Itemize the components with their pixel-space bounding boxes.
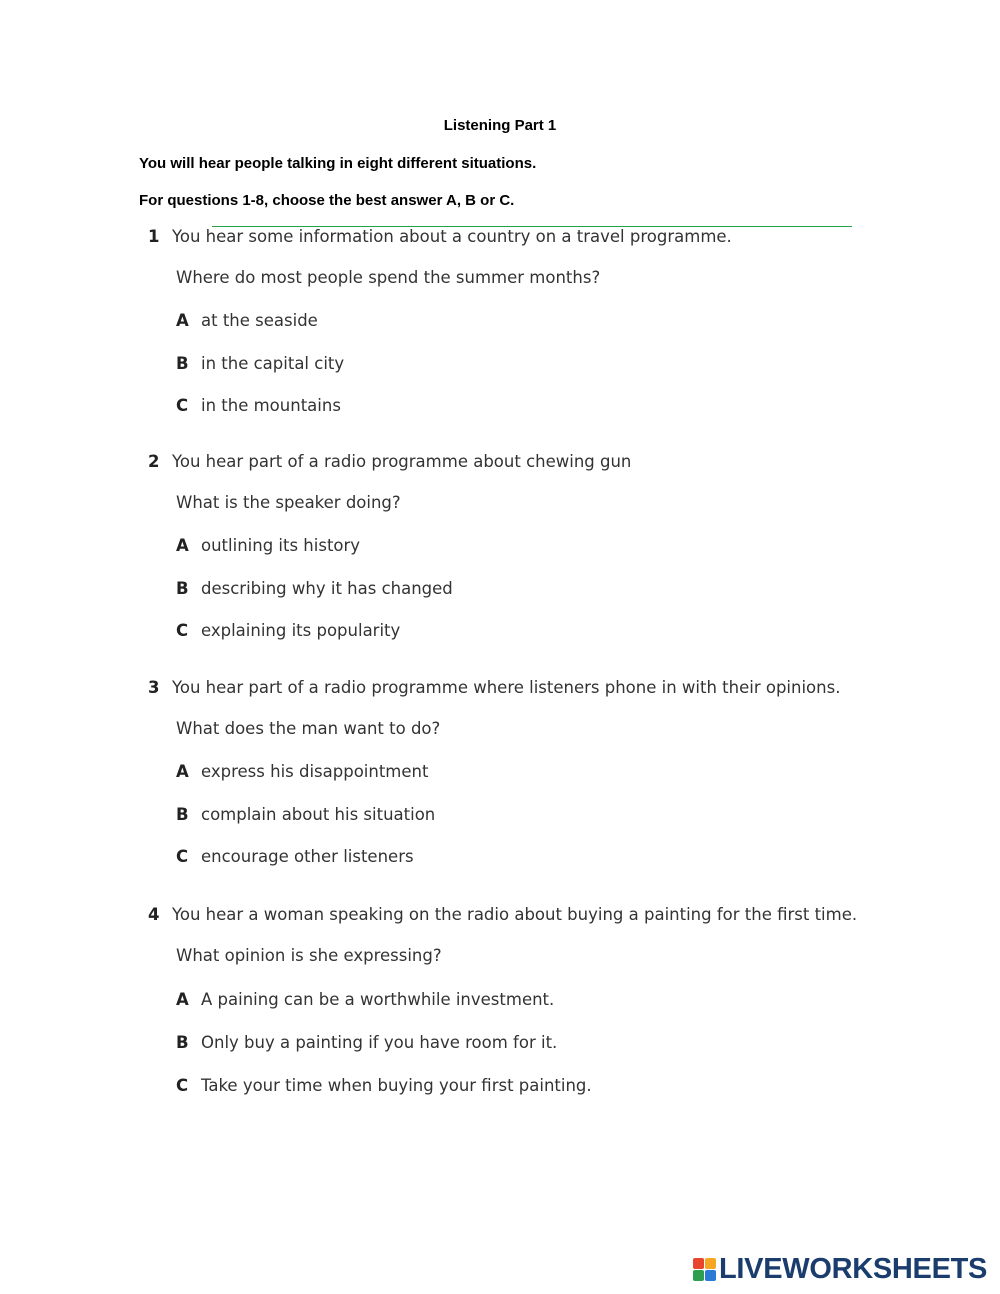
option-text: in the mountains (201, 396, 341, 415)
option-text: Only buy a painting if you have room for it. (201, 1033, 558, 1052)
logo-mark-cell (705, 1258, 716, 1269)
instruction-line-2: For questions 1-8, choose the best answer A, B or C. (139, 192, 515, 209)
logo-mark-cell (693, 1258, 704, 1269)
question-number: 2 (148, 452, 160, 471)
question-number: 3 (148, 678, 160, 697)
option-text: A paining can be a worthwhile investment. (201, 990, 555, 1009)
option-letter: A (176, 536, 189, 555)
option-text: explaining its popularity (201, 621, 401, 640)
option-a[interactable] (176, 990, 554, 1009)
question-stem (148, 678, 840, 697)
option-text: at the seaside (201, 311, 318, 330)
logo-text: LIVEWORKSHEETS (719, 1252, 988, 1285)
option-letter: C (176, 621, 189, 640)
option-letter: C (176, 1076, 189, 1095)
logo-mark-cell (693, 1270, 704, 1281)
question-number: 1 (148, 227, 160, 246)
option-letter: A (176, 311, 189, 330)
option-letter: A (176, 990, 189, 1009)
option-text: encourage other listeners (201, 847, 414, 866)
option-letter: B (176, 805, 189, 824)
page-title: Listening Part 1 (443, 117, 557, 134)
option-text: express his disappointment (201, 762, 429, 781)
option-letter: A (176, 762, 189, 781)
logo-mark-icon (693, 1258, 716, 1281)
question-prompt: What opinion is she expressing? (176, 946, 442, 965)
question-stem (148, 452, 631, 471)
option-letter: C (176, 847, 189, 866)
question-stem-text: You hear some information about a country on a travel programme. (172, 227, 732, 246)
option-c[interactable] (176, 621, 400, 640)
option-b[interactable] (176, 354, 344, 373)
option-text: in the capital city (201, 354, 345, 373)
option-text: outlining its history (201, 536, 361, 555)
option-c[interactable] (176, 1076, 592, 1095)
question-prompt: What is the speaker doing? (176, 493, 401, 512)
instruction-line-1: You will hear people talking in eight different situations. (139, 155, 537, 172)
option-c[interactable] (176, 847, 414, 866)
logo-mark-cell (705, 1270, 716, 1281)
question-prompt: Where do most people spend the summer months? (176, 268, 601, 287)
option-letter: B (176, 1033, 189, 1052)
option-a[interactable] (176, 536, 360, 555)
option-text: complain about his situation (201, 805, 436, 824)
option-letter: B (176, 354, 189, 373)
question-stem-text: You hear part of a radio programme where listeners phone in with their opinions. (172, 678, 841, 697)
option-a[interactable] (176, 311, 318, 330)
question-stem-text: You hear part of a radio programme about chewing gun (172, 452, 632, 471)
option-letter: C (176, 396, 189, 415)
option-letter: B (176, 579, 189, 598)
option-text: describing why it has changed (201, 579, 453, 598)
question-stem (148, 227, 732, 246)
option-a[interactable] (176, 762, 428, 781)
question-stem (148, 905, 857, 924)
option-text: Take your time when buying your first painting. (201, 1076, 592, 1095)
question-number: 4 (148, 905, 160, 924)
option-c[interactable] (176, 396, 341, 415)
question-prompt: What does the man want to do? (176, 719, 441, 738)
option-b[interactable] (176, 805, 435, 824)
question-stem-text: You hear a woman speaking on the radio about buying a painting for the first time. (172, 905, 858, 924)
liveworksheets-logo (693, 1253, 987, 1285)
option-b[interactable] (176, 579, 453, 598)
option-b[interactable] (176, 1033, 557, 1052)
